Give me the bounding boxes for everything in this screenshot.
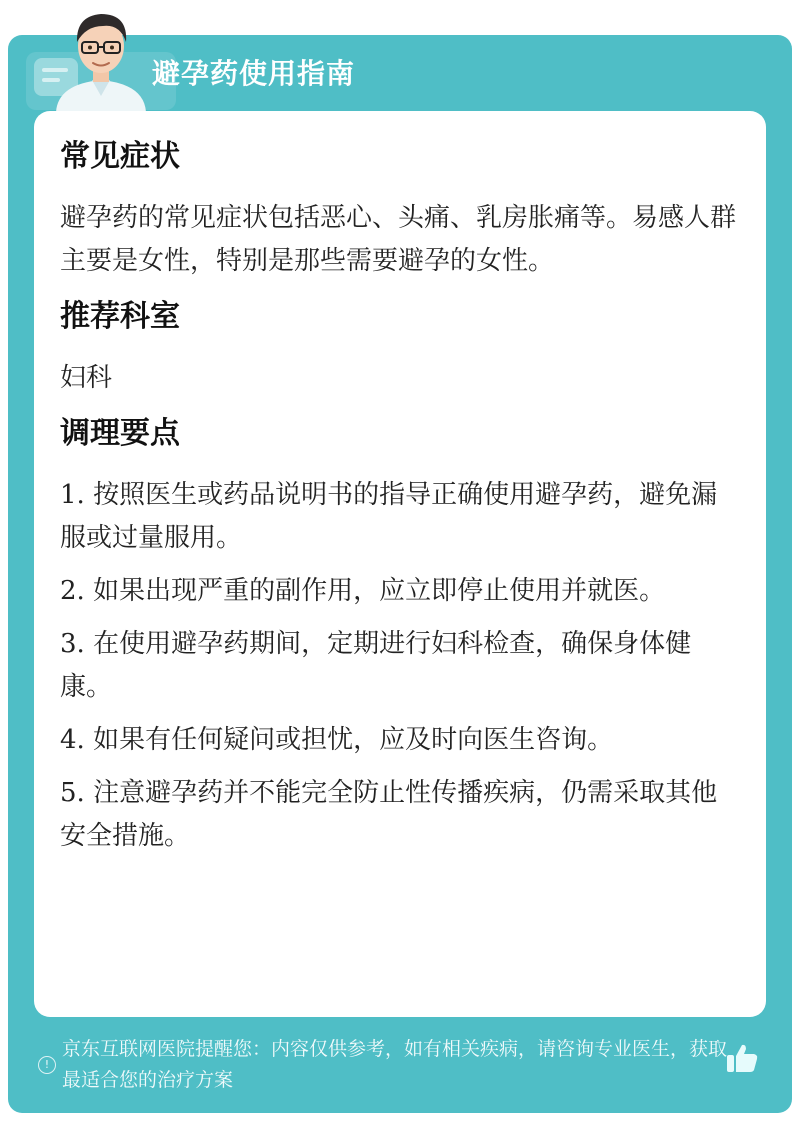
card-content (60, 137, 740, 858)
list-item-text: 按照医生或药品说明书的指导正确使用避孕药，避免漏服或过量服用。 (60, 480, 718, 553)
footer-notice: 京东互联网医院提醒您：内容仅供参考，如有相关疾病，请咨询专业医生，获取最适合您的治疗方案 (62, 1038, 728, 1091)
list-item (60, 772, 740, 858)
page-title: 避孕药使用指南 (152, 57, 356, 90)
thumbs-up-icon[interactable] (724, 1040, 760, 1076)
list-item-number: 1. (60, 480, 85, 510)
list-item (60, 623, 740, 709)
content-card (34, 111, 766, 1017)
info-icon: ! (38, 1056, 56, 1074)
list-item (60, 570, 740, 613)
symptoms-title: 常见症状 (60, 139, 180, 174)
list-item-text: 注意避孕药并不能完全防止性传播疾病，仍需采取其他安全措施。 (60, 778, 718, 851)
list-item-text: 在使用避孕药期间，定期进行妇科检查，确保身体健康。 (60, 629, 692, 702)
list-item-text: 如果有任何疑问或担忧，应及时向医生咨询。 (93, 725, 614, 755)
list-item (60, 474, 740, 560)
list-item-number: 5. (60, 778, 85, 808)
list-item (60, 719, 740, 762)
list-item-number: 2. (60, 576, 85, 606)
list-item-number: 3. (60, 629, 85, 659)
department-title: 推荐科室 (60, 299, 180, 334)
department-body: 妇科 (60, 363, 113, 393)
symptoms-body: 避孕药的常见症状包括恶心、头痛、乳房胀痛等。易感人群主要是女性，特别是那些需要避孕的女性。 (60, 203, 737, 276)
care-title: 调理要点 (60, 416, 180, 451)
list-item-number: 4. (60, 725, 85, 755)
list-item-text: 如果出现严重的副作用，应立即停止使用并就医。 (93, 576, 666, 606)
doctor-avatar-icon (48, 6, 154, 112)
